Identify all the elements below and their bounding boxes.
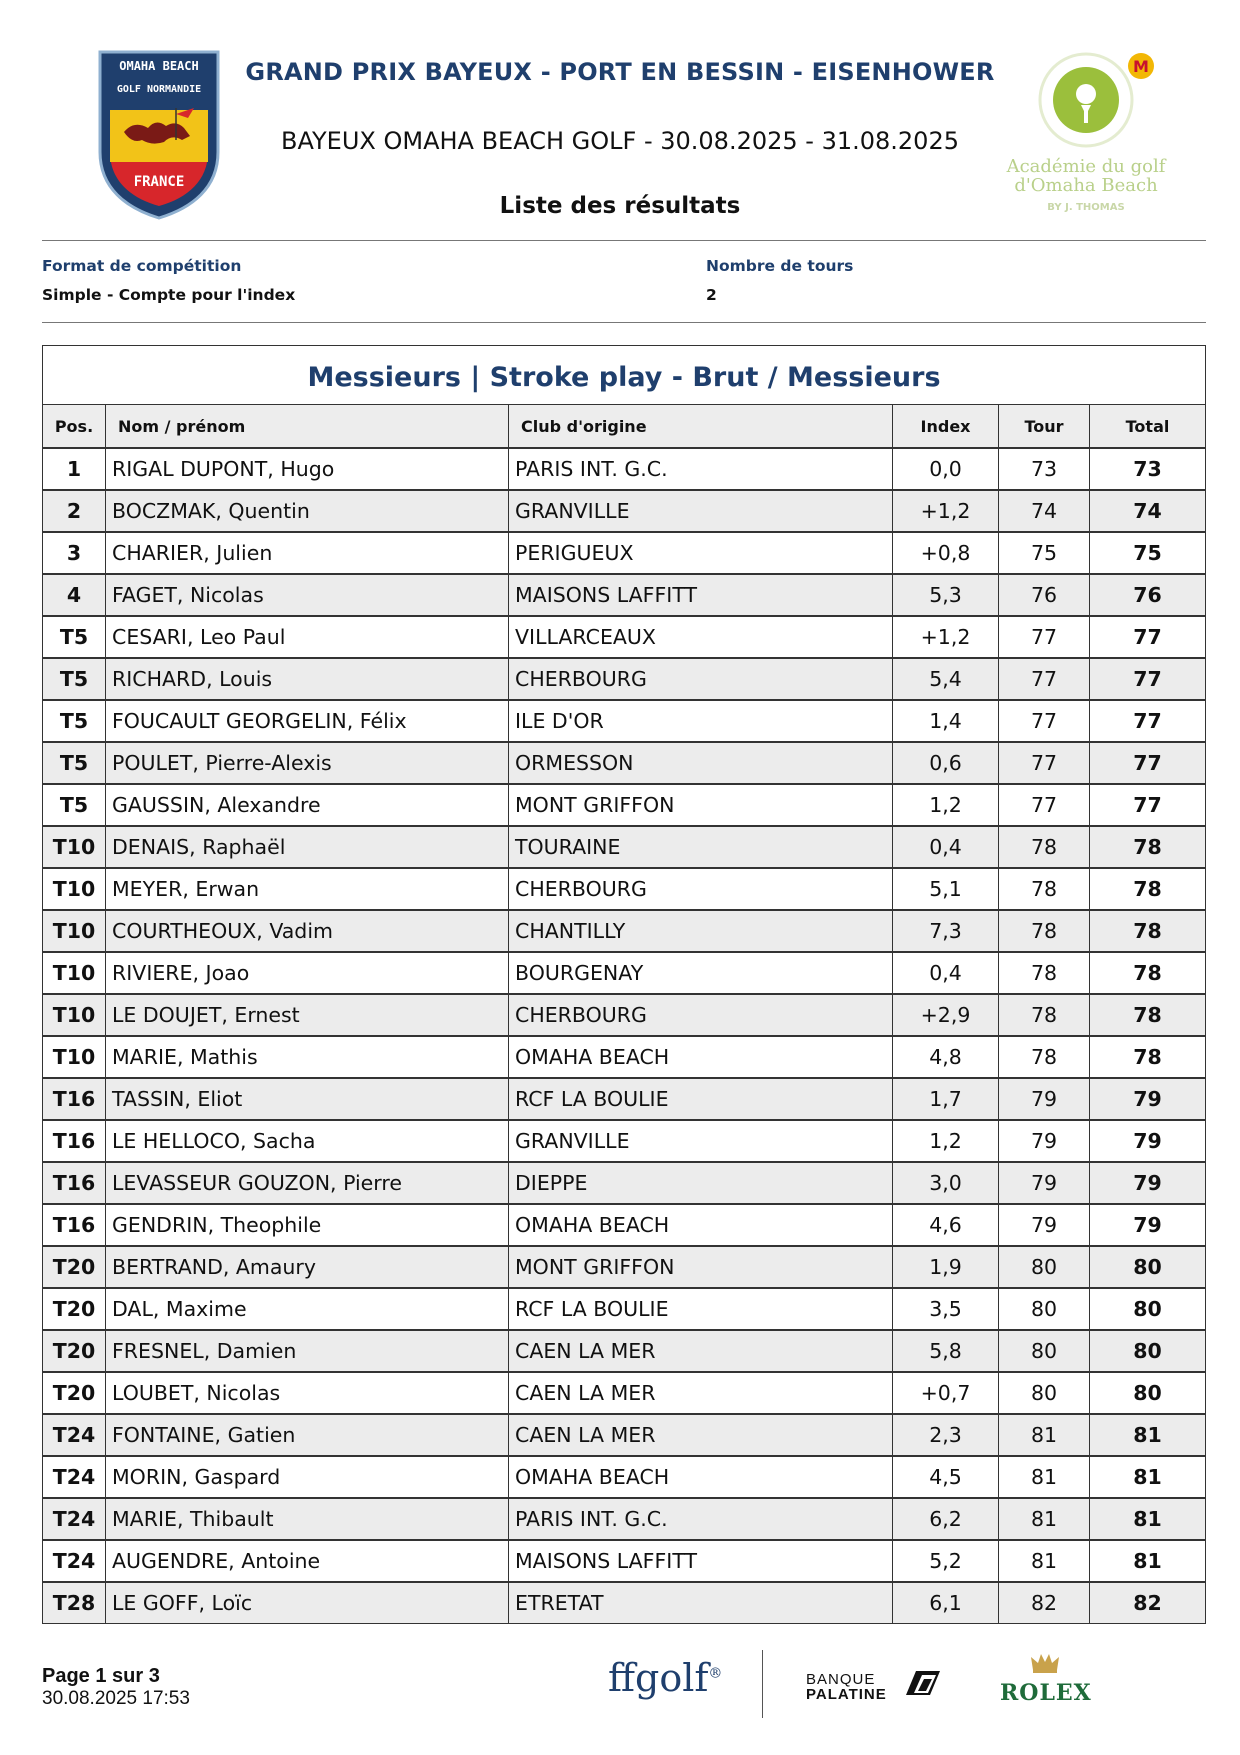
cell-index: 4,5 (892, 1457, 998, 1497)
cell-tour: 78 (998, 869, 1089, 909)
table-row (43, 1161, 1205, 1203)
cell-name: RIVIERE, Joao (105, 953, 508, 993)
cell-club: OMAHA BEACH (508, 1037, 892, 1077)
header-divider (42, 240, 1206, 241)
cell-name: FAGET, Nicolas (105, 575, 508, 615)
cell-name: MARIE, Thibault (105, 1499, 508, 1539)
cell-club: CHERBOURG (508, 869, 892, 909)
cell-total: 80 (1089, 1373, 1205, 1413)
cell-pos: T20 (52, 1297, 96, 1321)
table-row (43, 825, 1205, 867)
header-index: Index (892, 405, 998, 447)
cell-index: 0,0 (892, 449, 998, 489)
cell-name: DENAIS, Raphaël (105, 827, 508, 867)
omaha-beach-golf-logo (96, 48, 222, 220)
cell-total: 77 (1089, 659, 1205, 699)
svg-text:d'Omaha Beach: d'Omaha Beach (1014, 175, 1158, 196)
cell-total: 79 (1089, 1121, 1205, 1161)
cell-tour: 78 (998, 953, 1089, 993)
cell-index: +2,9 (892, 995, 998, 1035)
cell-name: GAUSSIN, Alexandre (105, 785, 508, 825)
cell-tour: 78 (998, 827, 1089, 867)
cell-index: +0,8 (892, 533, 998, 573)
cell-name: TASSIN, Eliot (105, 1079, 508, 1119)
cell-tour: 79 (998, 1205, 1089, 1245)
cell-name: COURTHEOUX, Vadim (105, 911, 508, 951)
cell-total: 78 (1089, 827, 1205, 867)
cell-club: RCF LA BOULIE (508, 1079, 892, 1119)
cell-index: 1,7 (892, 1079, 998, 1119)
header-name: Nom / prénom (105, 405, 508, 447)
cell-index: 1,2 (892, 785, 998, 825)
cell-total: 75 (1089, 533, 1205, 573)
cell-total: 80 (1089, 1331, 1205, 1371)
cell-club: RCF LA BOULIE (508, 1289, 892, 1329)
cell-total: 79 (1089, 1205, 1205, 1245)
cell-index: 5,8 (892, 1331, 998, 1371)
cell-total: 78 (1089, 911, 1205, 951)
table-row (43, 1203, 1205, 1245)
cell-pos: T10 (52, 919, 96, 943)
cell-pos: T5 (59, 709, 89, 733)
cell-tour: 81 (998, 1457, 1089, 1497)
header-total: Total (1089, 405, 1205, 447)
table-row (43, 531, 1205, 573)
cell-index: 0,4 (892, 953, 998, 993)
cell-name: FOUCAULT GEORGELIN, Félix (105, 701, 508, 741)
table-row (43, 573, 1205, 615)
cell-pos: T24 (52, 1423, 96, 1447)
cell-pos: T5 (59, 625, 89, 649)
cell-pos: T10 (52, 835, 96, 859)
info-divider (42, 322, 1206, 323)
table-header-row (43, 405, 1205, 447)
cell-club: ILE D'OR (508, 701, 892, 741)
cell-name: CESARI, Leo Paul (105, 617, 508, 657)
cell-tour: 79 (998, 1163, 1089, 1203)
cell-tour: 79 (998, 1079, 1089, 1119)
cell-index: 6,1 (892, 1583, 998, 1623)
table-caption: Messieurs | Stroke play - Brut / Messieurs (43, 346, 1205, 405)
cell-index: 3,5 (892, 1289, 998, 1329)
format-label: Format de compétition (42, 257, 242, 275)
cell-index: 5,4 (892, 659, 998, 699)
cell-tour: 82 (998, 1583, 1089, 1623)
cell-index: +1,2 (892, 617, 998, 657)
cell-total: 82 (1089, 1583, 1205, 1623)
page-number: Page 1 sur 3 (42, 1665, 160, 1687)
results-table (42, 345, 1206, 1624)
cell-tour: 77 (998, 785, 1089, 825)
cell-pos: 1 (66, 457, 82, 481)
cell-name: LOUBET, Nicolas (105, 1373, 508, 1413)
cell-total: 74 (1089, 491, 1205, 531)
cell-club: PERIGUEUX (508, 533, 892, 573)
cell-total: 78 (1089, 995, 1205, 1035)
table-row (43, 909, 1205, 951)
cell-tour: 74 (998, 491, 1089, 531)
cell-club: CAEN LA MER (508, 1373, 892, 1413)
cell-club: GRANVILLE (508, 1121, 892, 1161)
rolex-crown-icon (1030, 1652, 1060, 1674)
cell-total: 78 (1089, 953, 1205, 993)
cell-name: LEVASSEUR GOUZON, Pierre (105, 1163, 508, 1203)
rounds-label: Nombre de tours (706, 257, 854, 275)
banque-palatine-flag-icon (900, 1667, 942, 1697)
print-datetime: 30.08.2025 17:53 (42, 1688, 190, 1709)
cell-index: 0,4 (892, 827, 998, 867)
cell-name: POULET, Pierre-Alexis (105, 743, 508, 783)
cell-club: MONT GRIFFON (508, 785, 892, 825)
cell-total: 77 (1089, 743, 1205, 783)
table-row (43, 951, 1205, 993)
cell-pos: T5 (59, 751, 89, 775)
cell-total: 76 (1089, 575, 1205, 615)
cell-tour: 77 (998, 617, 1089, 657)
cell-tour: 81 (998, 1499, 1089, 1539)
table-row (43, 783, 1205, 825)
cell-total: 80 (1089, 1247, 1205, 1287)
cell-pos: T16 (52, 1171, 96, 1195)
cell-club: CHERBOURG (508, 995, 892, 1035)
cell-tour: 78 (998, 911, 1089, 951)
cell-tour: 80 (998, 1331, 1089, 1371)
cell-pos: T20 (52, 1339, 96, 1363)
table-row (43, 741, 1205, 783)
cell-club: MAISONS LAFFITT (508, 1541, 892, 1581)
cell-pos: T10 (52, 1003, 96, 1027)
cell-total: 78 (1089, 869, 1205, 909)
cell-pos: T24 (52, 1549, 96, 1573)
cell-pos: T20 (52, 1255, 96, 1279)
cell-pos: T5 (59, 667, 89, 691)
event-title: GRAND PRIX BAYEUX - PORT EN BESSIN - EISENHOWER (245, 58, 995, 86)
cell-total: 73 (1089, 449, 1205, 489)
cell-club: OMAHA BEACH (508, 1457, 892, 1497)
cell-pos: T16 (52, 1213, 96, 1237)
svg-text:Académie du golf: Académie du golf (1006, 156, 1166, 177)
cell-name: RIGAL DUPONT, Hugo (105, 449, 508, 489)
cell-index: 4,8 (892, 1037, 998, 1077)
header-pos: Pos. (54, 416, 94, 436)
cell-club: MAISONS LAFFITT (508, 575, 892, 615)
cell-club: MONT GRIFFON (508, 1247, 892, 1287)
cell-club: DIEPPE (508, 1163, 892, 1203)
cell-club: BOURGENAY (508, 953, 892, 993)
cell-club: ORMESSON (508, 743, 892, 783)
cell-tour: 80 (998, 1289, 1089, 1329)
cell-club: GRANVILLE (508, 491, 892, 531)
cell-name: LE DOUJET, Ernest (105, 995, 508, 1035)
cell-total: 79 (1089, 1079, 1205, 1119)
table-body (43, 447, 1205, 1623)
svg-text:GOLF NORMANDIE: GOLF NORMANDIE (116, 84, 202, 95)
cell-name: MORIN, Gaspard (105, 1457, 508, 1497)
banque-palatine-logo: BANQUE PALATINE (806, 1671, 887, 1703)
cell-name: LE HELLOCO, Sacha (105, 1121, 508, 1161)
cell-index: 5,2 (892, 1541, 998, 1581)
cell-pos: T16 (52, 1129, 96, 1153)
cell-name: BOCZMAK, Quentin (105, 491, 508, 531)
cell-pos: 3 (66, 541, 82, 565)
cell-tour: 75 (998, 533, 1089, 573)
cell-pos: 4 (66, 583, 82, 607)
cell-club: ETRETAT (508, 1583, 892, 1623)
svg-text:M: M (1133, 57, 1149, 76)
cell-club: VILLARCEAUX (508, 617, 892, 657)
cell-tour: 77 (998, 701, 1089, 741)
cell-total: 81 (1089, 1499, 1205, 1539)
cell-name: LE GOFF, Loïc (105, 1583, 508, 1623)
cell-index: 3,0 (892, 1163, 998, 1203)
cell-club: CHANTILLY (508, 911, 892, 951)
cell-pos: T10 (52, 961, 96, 985)
svg-text:OMAHA BEACH: OMAHA BEACH (119, 59, 199, 73)
table-row (43, 867, 1205, 909)
cell-index: 0,6 (892, 743, 998, 783)
table-row (43, 1413, 1205, 1455)
cell-tour: 77 (998, 659, 1089, 699)
table-row (43, 1329, 1205, 1371)
cell-club: OMAHA BEACH (508, 1205, 892, 1245)
table-row (43, 1497, 1205, 1539)
cell-index: 2,3 (892, 1415, 998, 1455)
cell-tour: 80 (998, 1373, 1089, 1413)
cell-name: RICHARD, Louis (105, 659, 508, 699)
table-row (43, 447, 1205, 489)
cell-club: CHERBOURG (508, 659, 892, 699)
cell-total: 81 (1089, 1457, 1205, 1497)
cell-index: 7,3 (892, 911, 998, 951)
table-row (43, 1119, 1205, 1161)
table-row (43, 489, 1205, 531)
cell-tour: 73 (998, 449, 1089, 489)
cell-tour: 78 (998, 1037, 1089, 1077)
cell-pos: T28 (52, 1591, 96, 1615)
event-subtitle: BAYEUX OMAHA BEACH GOLF - 30.08.2025 - 31.08.2025 (281, 127, 959, 155)
cell-tour: 81 (998, 1541, 1089, 1581)
cell-pos: 2 (66, 499, 82, 523)
table-row (43, 1455, 1205, 1497)
sponsor-divider (762, 1650, 763, 1718)
cell-club: TOURAINE (508, 827, 892, 867)
cell-total: 77 (1089, 785, 1205, 825)
cell-total: 77 (1089, 617, 1205, 657)
rounds-value: 2 (706, 286, 717, 304)
cell-name: BERTRAND, Amaury (105, 1247, 508, 1287)
cell-tour: 80 (998, 1247, 1089, 1287)
cell-name: AUGENDRE, Antoine (105, 1541, 508, 1581)
table-row (43, 1245, 1205, 1287)
table-row (43, 615, 1205, 657)
format-value: Simple - Compte pour l'index (42, 286, 296, 304)
cell-index: 4,6 (892, 1205, 998, 1245)
cell-total: 81 (1089, 1415, 1205, 1455)
academie-golf-logo (1000, 48, 1170, 218)
table-row (43, 699, 1205, 741)
table-row (43, 1539, 1205, 1581)
cell-tour: 79 (998, 1121, 1089, 1161)
table-row (43, 657, 1205, 699)
cell-club: PARIS INT. G.C. (508, 1499, 892, 1539)
cell-pos: T16 (52, 1087, 96, 1111)
cell-name: GENDRIN, Theophile (105, 1205, 508, 1245)
cell-club: CAEN LA MER (508, 1331, 892, 1371)
cell-total: 80 (1089, 1289, 1205, 1329)
cell-name: FRESNEL, Damien (105, 1331, 508, 1371)
svg-text:FRANCE: FRANCE (133, 174, 185, 190)
cell-total: 78 (1089, 1037, 1205, 1077)
cell-name: DAL, Maxime (105, 1289, 508, 1329)
table-row (43, 1287, 1205, 1329)
cell-club: PARIS INT. G.C. (508, 449, 892, 489)
header-tour: Tour (998, 405, 1089, 447)
svg-text:BY J. THOMAS: BY J. THOMAS (1047, 202, 1125, 213)
cell-pos: T20 (52, 1381, 96, 1405)
cell-name: MARIE, Mathis (105, 1037, 508, 1077)
cell-tour: 76 (998, 575, 1089, 615)
cell-index: 1,4 (892, 701, 998, 741)
cell-pos: T24 (52, 1507, 96, 1531)
table-row (43, 1371, 1205, 1413)
cell-index: 5,3 (892, 575, 998, 615)
cell-name: MEYER, Erwan (105, 869, 508, 909)
table-row (43, 993, 1205, 1035)
cell-index: +0,7 (892, 1373, 998, 1413)
cell-pos: T24 (52, 1465, 96, 1489)
cell-tour: 78 (998, 995, 1089, 1035)
cell-index: 1,9 (892, 1247, 998, 1287)
cell-index: 5,1 (892, 869, 998, 909)
cell-name: FONTAINE, Gatien (105, 1415, 508, 1455)
table-row (43, 1035, 1205, 1077)
header-club: Club d'origine (508, 405, 892, 447)
rolex-logo: ROLEX (1000, 1680, 1092, 1706)
cell-index: 6,2 (892, 1499, 998, 1539)
table-row (43, 1077, 1205, 1119)
ffgolf-logo: ffgolf® (608, 1656, 723, 1700)
cell-total: 77 (1089, 701, 1205, 741)
cell-index: +1,2 (892, 491, 998, 531)
cell-tour: 77 (998, 743, 1089, 783)
cell-club: CAEN LA MER (508, 1415, 892, 1455)
cell-pos: T10 (52, 1045, 96, 1069)
cell-total: 81 (1089, 1541, 1205, 1581)
cell-total: 79 (1089, 1163, 1205, 1203)
cell-index: 1,2 (892, 1121, 998, 1161)
cell-pos: T10 (52, 877, 96, 901)
document-title: Liste des résultats (499, 193, 741, 219)
cell-tour: 81 (998, 1415, 1089, 1455)
cell-name: CHARIER, Julien (105, 533, 508, 573)
table-row (43, 1581, 1205, 1623)
cell-pos: T5 (59, 793, 89, 817)
